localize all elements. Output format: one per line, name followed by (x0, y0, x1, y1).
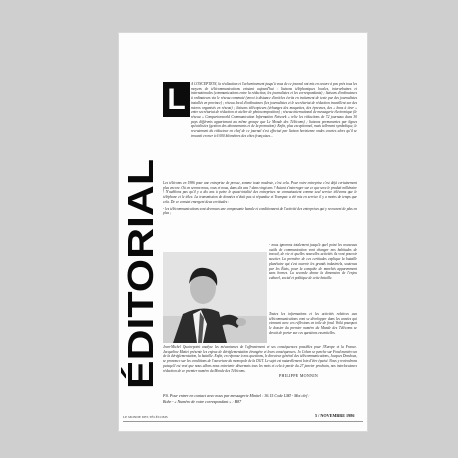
paragraph-certainty-1: - les télécommunications sont devenues une composante banale et conditionnent de l'activité des entreprises qui y recourent de plus en plus ; (163, 206, 357, 216)
paragraph-block-2 (163, 181, 357, 216)
author-signature: PHILIPPE MONNIN (279, 373, 319, 378)
footer-publication: LE MONDE DES TÉLÉCOMS (123, 415, 168, 419)
postscript: P.S. Pour entrer en contact avec nous par messagerie Minitel : 36.15 Code LMI - Mot clef : Bohe - « Numéro de votre correspondant » : B87 (163, 393, 310, 404)
editorial-vertical-title (120, 93, 161, 393)
editorial-title-svg (120, 93, 161, 393)
magazine-page (119, 33, 367, 431)
editorial-title-text: ÉDITORIAL (120, 195, 161, 389)
paragraph-dossier: Jean-Michel Quatrepoint analyse les mécanismes de l'affrontement et ses conséquences possibles pour l'Europe et la France. Jacqueline Mattei présente les enjeux de déréglementation étrangère et leurs conséquences. Jo Cohen se penche sur Fond numéro un de la déréglementation, la bataille. Enfin, en réponse à nos questions, le directeur général des télécommunications, Jacques Dondoux, se prononce sur les conditions de l'ouverture du monopole de la DGT. Le sujet est naturellement loin d'être épuisé. Nous y reviendrons puisqu'il est vrai que nous allons nous entretenir désormais tous les mois et cela à partir du 27 janvier prochain, nos interlocuteurs rédaction de ce premier numéro du Monde des Télécoms. (163, 345, 357, 373)
author-portrait-illustration (163, 252, 267, 343)
paragraph-information: Toutes les informations et les activités relatives aux télécommunications vont se développer dans les années qui viennent avec ces réflexions en toile de fond. Voilà pourquoi le dossier du premier numéro du Monde des Télécoms se devait de porter sur ces questions essentielles. (269, 312, 357, 335)
paragraph-certainty-2: - nous ignorons totalement jusqu'à quel point les nouveaux outils de communication vont changer nos habitudes de travail, de vie et quelles nouvelles activités ils vont pouvoir susciter. La première de ces certitudes explique la bataille planétaire qui s'est ouverte les grands industriels, soutenus par les États, pour la conquête de marchés apparemment sans bornes. La seconde donne la dimension de l'enjeu culturel, social et politique de cette bataille. (269, 243, 357, 280)
footer-page-date: 5 / NOVEMBRE 1986 (315, 413, 355, 418)
drop-cap: L (163, 82, 190, 117)
author-photo (163, 252, 267, 343)
footer-divider (123, 421, 363, 422)
paragraph-telecoms-1986: Les télécoms en 1986 pour une entreprise de presse, somme toute modeste, c'est cela. Pour votre entreprise c'est déjà certainement plus encore. Où en serons-nous, vous et nous, dans dix ans ? dans vingt ans ? Autant s'interroger sur ce que sera le produit millénaire ! N'oublions pas qu'il y a dix ans à peine le quasi-totalité des entreprises ne connaissaient comme seul service télécoms que le téléphone et le télex. La transmission de données n'était pas si répandue et Transpac a été mis en service il y a moins de temps que cela. De ce constat emergent deux certitudes : (163, 181, 357, 204)
paragraph-intro: A CONCEPTION, la réalisation et l'acheminement jusqu'à vous de ce journal ont mis en oeuvre à peu près tous les moyens de télécommunications existant aujourd'hui : liaisons téléphoniques locales, interurbaines et internationales (communications entre la rédaction, les journalistes et les correspondants) ; liaisons d'ordinateurs à ordinateurs via le réseau commuté (envoi à distance d'articles écrits en traitement de texte par des journalistes installés en province) ; réseau local d'ordinateurs (les journalistes et le secrétariat de rédaction travaillent sur des micros organisés en réseau) ; liaisons télécopieurs (échanges des maquettes, des épreuves, des « bons à tirer » entre secrétariat de rédaction et atelier de photocomposition) ; réseau international de messagerie électronique (le réseau « Comparionworld Communication Information Network » relie les rédactions de 72 journaux dans 30 pays différents appartenant au même groupe que Le Monde des Télécoms) ; liaisons permanentes par lignes spécialisées (gestion des abonnements et de la promotion). Enfin, plus exceptionnel, mais tellement symbolique, le recrutement du rédacteur en chef de ce journal s'est effectué par liaison hertzienne ondes courtes alors qu'il se trouvait en mer à 6 000 kilomètres des côtes françaises... (191, 82, 357, 138)
